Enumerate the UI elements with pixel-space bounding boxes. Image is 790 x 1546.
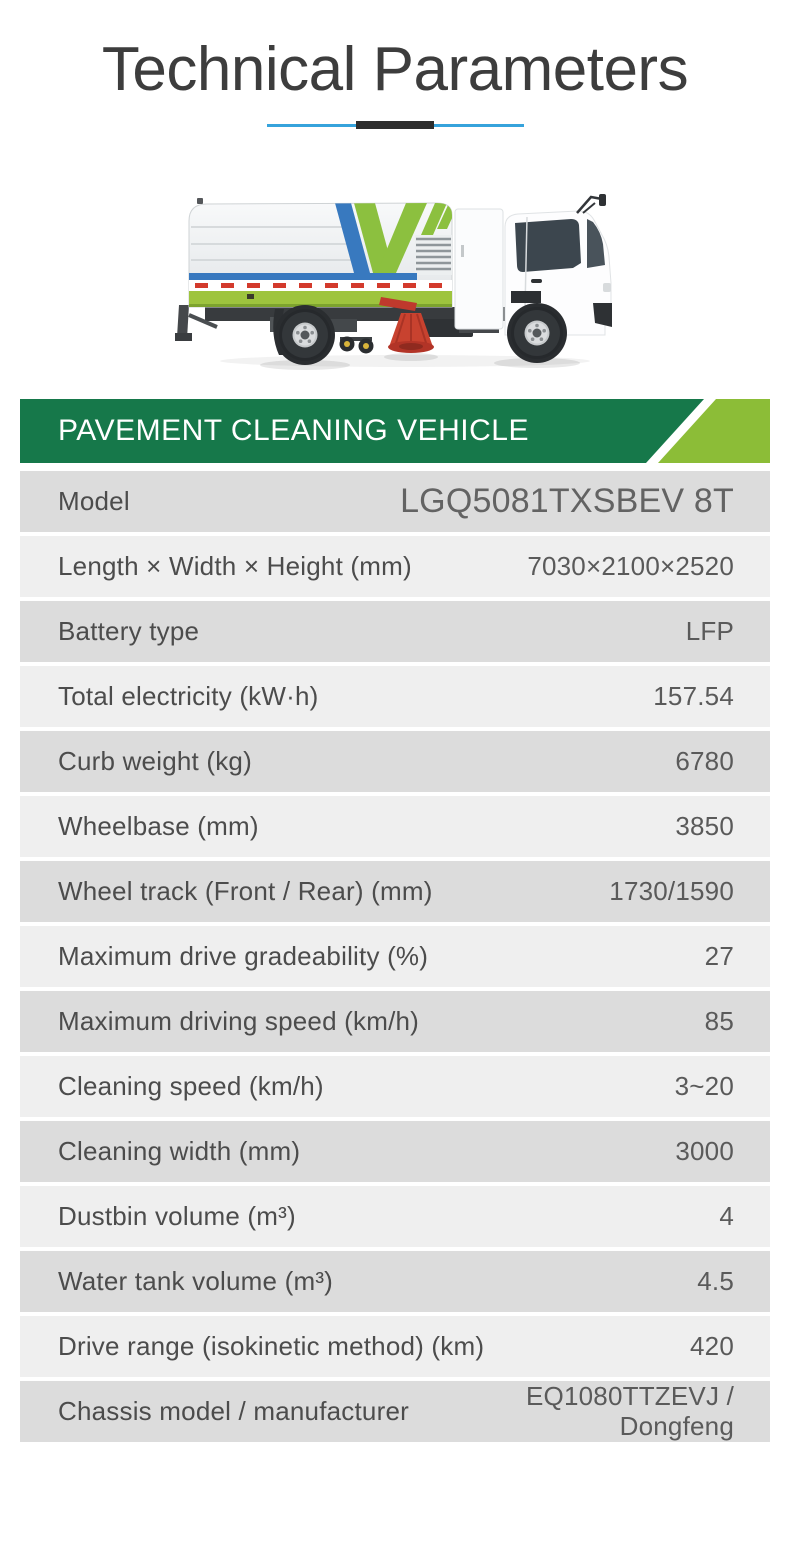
spec-label: Drive range (isokinetic method) (km) — [58, 1331, 485, 1361]
spec-row — [20, 1251, 770, 1312]
spec-value: 6780 — [675, 745, 734, 776]
spec-row — [20, 1056, 770, 1117]
cab-side-window — [515, 219, 581, 272]
spec-value: EQ1080TTZEVJ / Dongfeng — [526, 1381, 734, 1441]
spec-table — [20, 471, 770, 1442]
spec-value: 420 — [690, 1330, 734, 1361]
spec-label: Cleaning speed (km/h) — [58, 1071, 324, 1101]
vent-louvers — [415, 235, 452, 275]
spec-row — [20, 861, 770, 922]
section-banner — [20, 399, 770, 463]
title-underline — [267, 121, 524, 129]
spec-value: 157.54 — [653, 680, 734, 711]
spec-value: 7030×2100×2520 — [527, 550, 734, 581]
front-wheel — [511, 307, 563, 359]
spec-label: Wheel track (Front / Rear) (mm) — [58, 876, 433, 906]
cab-step — [511, 291, 541, 303]
spec-row — [20, 536, 770, 597]
spec-label: Wheelbase (mm) — [58, 811, 259, 841]
headlight — [603, 283, 611, 292]
spec-value: LFP — [685, 615, 734, 646]
spec-label: Maximum drive gradeability (%) — [58, 941, 429, 971]
sweeper-truck-illustration — [175, 187, 615, 377]
equipment-cabinet — [455, 209, 503, 333]
spec-label: Chassis model / manufacturer — [58, 1396, 409, 1426]
spec-label: Dustbin volume (m³) — [58, 1201, 296, 1231]
spec-row — [20, 926, 770, 987]
spec-label: Length × Width × Height (mm) — [58, 551, 412, 581]
spec-row — [20, 1316, 770, 1377]
spec-label: Curb weight (kg) — [58, 746, 252, 776]
spec-value: 4 — [719, 1200, 734, 1231]
tank-roof-fitting — [197, 198, 203, 204]
spec-value: LGQ5081TXSBEV 8T — [400, 482, 734, 521]
rear-wheel — [279, 309, 331, 361]
spec-value: 3000 — [675, 1135, 734, 1166]
spec-row — [20, 796, 770, 857]
spec-value: 85 — [704, 1005, 734, 1036]
banner-title: PAVEMENT CLEANING VEHICLE — [58, 414, 529, 447]
spec-value: 4.5 — [697, 1265, 734, 1296]
door-handle — [531, 279, 542, 283]
spec-row — [20, 601, 770, 662]
spec-row — [20, 471, 770, 532]
side-mirror — [577, 194, 606, 213]
spec-label: Battery type — [58, 616, 200, 646]
spec-row — [20, 991, 770, 1052]
spec-row — [20, 1381, 770, 1442]
product-image — [175, 187, 615, 377]
blue-band — [189, 273, 417, 280]
spec-value: 1730/1590 — [609, 875, 734, 906]
spec-value: 3850 — [675, 810, 734, 841]
spec-label: Total electricity (kW·h) — [58, 681, 319, 711]
spec-value: 3~20 — [674, 1070, 734, 1101]
page-title: Technical Parameters — [101, 35, 689, 104]
truck-tank — [189, 198, 459, 307]
spec-row — [20, 1121, 770, 1182]
cab-windshield — [587, 219, 605, 268]
spec-label: Model — [58, 486, 130, 516]
spec-row — [20, 1186, 770, 1247]
spec-label: Cleaning width (mm) — [58, 1136, 301, 1166]
underline-black-bar — [356, 121, 434, 129]
spec-value: 27 — [704, 940, 734, 971]
spec-label: Maximum driving speed (km/h) — [58, 1006, 420, 1036]
spec-label: Water tank volume (m³) — [58, 1266, 334, 1296]
spec-row — [20, 731, 770, 792]
spec-row — [20, 666, 770, 727]
